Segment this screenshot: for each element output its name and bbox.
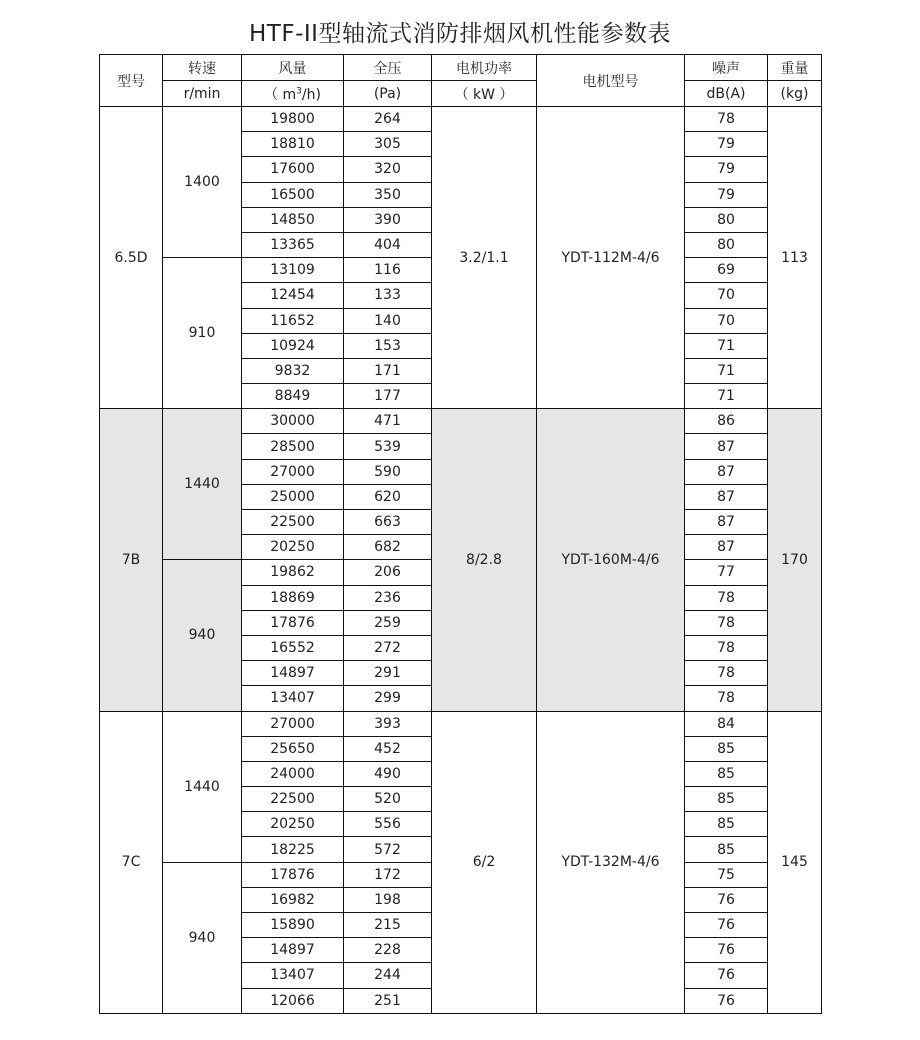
airflow-cell: 12454: [242, 283, 344, 308]
pressure-cell: 393: [344, 711, 432, 736]
pressure-cell: 206: [344, 560, 432, 585]
noise-cell: 78: [685, 585, 768, 610]
noise-cell: 76: [685, 963, 768, 988]
pressure-cell: 215: [344, 913, 432, 938]
table-row: [100, 107, 822, 132]
pressure-cell: 264: [344, 107, 432, 132]
pressure-cell: 251: [344, 988, 432, 1013]
pressure-cell: 244: [344, 963, 432, 988]
page-title: HTF-II型轴流式消防排烟风机性能参数表: [249, 21, 671, 47]
noise-cell: 80: [685, 207, 768, 232]
airflow-cell: 22500: [242, 787, 344, 812]
pressure-cell: 171: [344, 358, 432, 383]
airflow-cell: 16982: [242, 887, 344, 912]
noise-cell: 87: [685, 535, 768, 560]
motor-cell: YDT-160M-4/6: [537, 409, 685, 711]
header-pressure: 全压: [344, 55, 432, 81]
airflow-cell: 19862: [242, 560, 344, 585]
pressure-cell: 305: [344, 132, 432, 157]
noise-cell: 86: [685, 409, 768, 434]
noise-cell: 80: [685, 232, 768, 257]
noise-cell: 79: [685, 132, 768, 157]
noise-cell: 70: [685, 308, 768, 333]
airflow-cell: 17600: [242, 157, 344, 182]
weight-cell: 170: [768, 409, 822, 711]
pressure-cell: 172: [344, 862, 432, 887]
noise-cell: 78: [685, 686, 768, 711]
noise-cell: 76: [685, 938, 768, 963]
motor-cell: YDT-112M-4/6: [537, 107, 685, 409]
pressure-cell: 390: [344, 207, 432, 232]
pressure-cell: 259: [344, 610, 432, 635]
noise-cell: 77: [685, 560, 768, 585]
header-power-unit: （ kW ）: [432, 81, 537, 107]
header-airflow-unit: [242, 81, 344, 107]
header-noise: 噪声: [685, 55, 768, 81]
speed-cell: 1400: [163, 107, 242, 258]
noise-cell: 70: [685, 283, 768, 308]
noise-cell: 84: [685, 711, 768, 736]
noise-cell: 85: [685, 837, 768, 862]
noise-cell: 71: [685, 333, 768, 358]
airflow-cell: 24000: [242, 761, 344, 786]
power-cell: 6/2: [432, 711, 537, 1013]
airflow-cell: 12066: [242, 988, 344, 1013]
airflow-cell: 11652: [242, 308, 344, 333]
airflow-cell: 30000: [242, 409, 344, 434]
airflow-cell: 25000: [242, 484, 344, 509]
noise-cell: 71: [685, 384, 768, 409]
airflow-cell: 17876: [242, 862, 344, 887]
noise-cell: 76: [685, 913, 768, 938]
airflow-cell: 20250: [242, 535, 344, 560]
header-row-labels: [100, 55, 822, 81]
pressure-cell: 556: [344, 812, 432, 837]
power-cell: 8/2.8: [432, 409, 537, 711]
airflow-cell: 14850: [242, 207, 344, 232]
header-weight: 重量: [768, 55, 822, 81]
model-cell: 7B: [100, 409, 163, 711]
pressure-cell: 140: [344, 308, 432, 333]
pressure-cell: 272: [344, 635, 432, 660]
pressure-cell: 452: [344, 736, 432, 761]
airflow-cell: 18869: [242, 585, 344, 610]
motor-cell: YDT-132M-4/6: [537, 711, 685, 1013]
speed-cell: 910: [163, 258, 242, 409]
airflow-cell: 16552: [242, 635, 344, 660]
header-motor: 电机型号: [537, 55, 685, 107]
airflow-cell: 18225: [242, 837, 344, 862]
airflow-cell: 25650: [242, 736, 344, 761]
table-body: [100, 107, 822, 1014]
header-row-units: [100, 81, 822, 107]
noise-cell: 78: [685, 635, 768, 660]
airflow-cell: 17876: [242, 610, 344, 635]
pressure-cell: 291: [344, 661, 432, 686]
header-power: 电机功率: [432, 55, 537, 81]
header-airflow: 风量: [242, 55, 344, 81]
pressure-cell: 116: [344, 258, 432, 283]
pressure-cell: 682: [344, 535, 432, 560]
airflow-cell: 15890: [242, 913, 344, 938]
header-speed-unit: r/min: [163, 81, 242, 107]
noise-cell: 85: [685, 736, 768, 761]
airflow-cell: 20250: [242, 812, 344, 837]
airflow-cell: 19800: [242, 107, 344, 132]
pressure-cell: 320: [344, 157, 432, 182]
pressure-cell: 620: [344, 484, 432, 509]
pressure-cell: 520: [344, 787, 432, 812]
header-speed: 转速: [163, 55, 242, 81]
speed-cell: 1440: [163, 711, 242, 862]
pressure-cell: 228: [344, 938, 432, 963]
weight-cell: 145: [768, 711, 822, 1013]
airflow-cell: 14897: [242, 938, 344, 963]
noise-cell: 76: [685, 887, 768, 912]
airflow-cell: 27000: [242, 459, 344, 484]
airflow-cell: 10924: [242, 333, 344, 358]
pressure-cell: 133: [344, 283, 432, 308]
pressure-cell: 539: [344, 434, 432, 459]
pressure-cell: 490: [344, 761, 432, 786]
header-weight-unit: (kg): [768, 81, 822, 107]
airflow-cell: 13109: [242, 258, 344, 283]
speed-cell: 1440: [163, 409, 242, 560]
pressure-cell: 572: [344, 837, 432, 862]
airflow-cell: 18810: [242, 132, 344, 157]
airflow-unit-superscript: 3: [296, 85, 302, 96]
pressure-cell: 177: [344, 384, 432, 409]
pressure-cell: 236: [344, 585, 432, 610]
airflow-cell: 8849: [242, 384, 344, 409]
pressure-cell: 471: [344, 409, 432, 434]
airflow-unit-prefix: （ m: [264, 86, 297, 103]
airflow-cell: 9832: [242, 358, 344, 383]
airflow-unit-suffix: /h): [301, 86, 321, 103]
noise-cell: 76: [685, 988, 768, 1013]
table-row: [100, 409, 822, 434]
airflow-cell: 27000: [242, 711, 344, 736]
header-pressure-unit: (Pa): [344, 81, 432, 107]
noise-cell: 78: [685, 661, 768, 686]
power-cell: 3.2/1.1: [432, 107, 537, 409]
speed-cell: 940: [163, 560, 242, 711]
noise-cell: 87: [685, 434, 768, 459]
pressure-cell: 153: [344, 333, 432, 358]
noise-cell: 85: [685, 812, 768, 837]
airflow-cell: 16500: [242, 182, 344, 207]
noise-cell: 75: [685, 862, 768, 887]
noise-cell: 71: [685, 358, 768, 383]
airflow-cell: 28500: [242, 434, 344, 459]
noise-cell: 69: [685, 258, 768, 283]
fan-performance-table: [99, 54, 822, 1014]
noise-cell: 79: [685, 157, 768, 182]
noise-cell: 78: [685, 610, 768, 635]
pressure-cell: 663: [344, 510, 432, 535]
pressure-cell: 404: [344, 232, 432, 257]
header-model: 型号: [100, 55, 163, 107]
model-cell: 6.5D: [100, 107, 163, 409]
noise-cell: 85: [685, 787, 768, 812]
weight-cell: 113: [768, 107, 822, 409]
pressure-cell: 299: [344, 686, 432, 711]
noise-cell: 85: [685, 761, 768, 786]
airflow-cell: 13407: [242, 686, 344, 711]
airflow-cell: 13407: [242, 963, 344, 988]
noise-cell: 87: [685, 484, 768, 509]
speed-cell: 940: [163, 862, 242, 1013]
airflow-cell: 22500: [242, 510, 344, 535]
noise-cell: 87: [685, 510, 768, 535]
model-cell: 7C: [100, 711, 163, 1013]
noise-cell: 79: [685, 182, 768, 207]
noise-cell: 87: [685, 459, 768, 484]
pressure-cell: 350: [344, 182, 432, 207]
airflow-cell: 14897: [242, 661, 344, 686]
table-row: [100, 711, 822, 736]
noise-cell: 78: [685, 107, 768, 132]
airflow-cell: 13365: [242, 232, 344, 257]
pressure-cell: 590: [344, 459, 432, 484]
pressure-cell: 198: [344, 887, 432, 912]
header-noise-unit: dB(A): [685, 81, 768, 107]
